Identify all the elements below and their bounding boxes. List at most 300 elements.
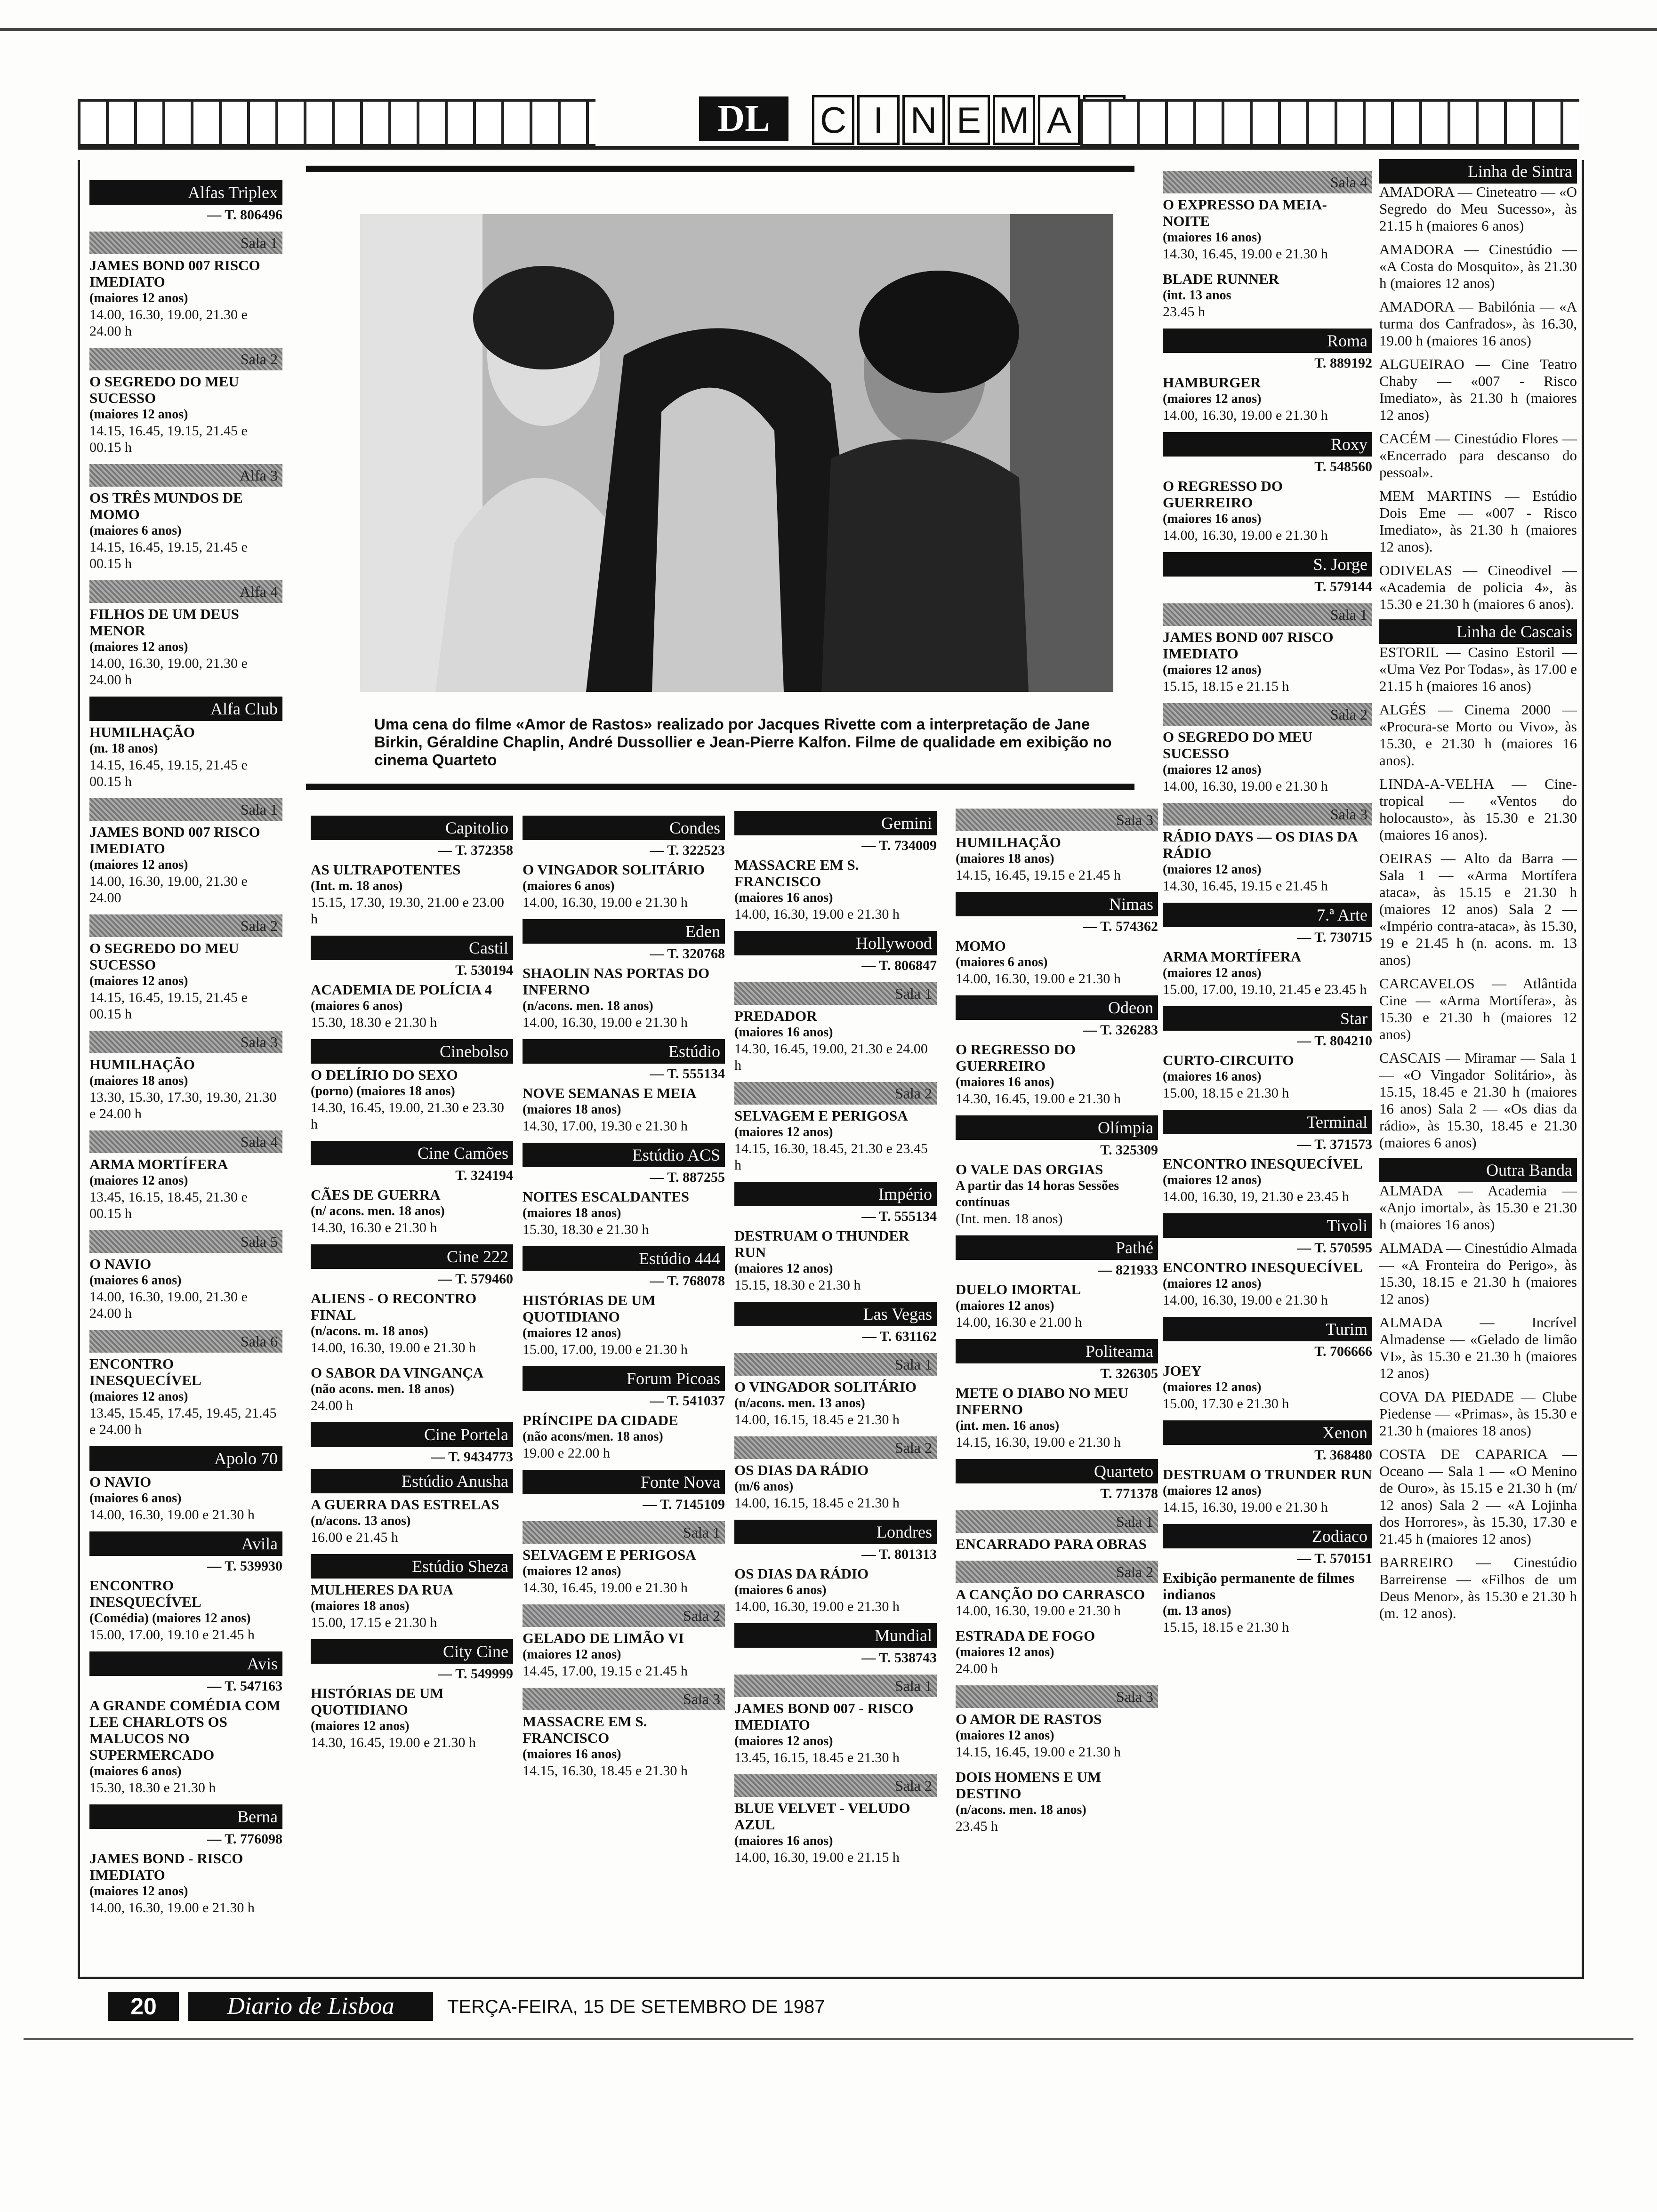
- film-title: SELVAGEM E PERIGOSA: [523, 1547, 696, 1563]
- regional-listing: ALMADA — Incrível Almadense — «Gelado de limão VI», às 15.30 e 21.30 h (maiores 12 anos): [1379, 1314, 1577, 1381]
- age-rating: (porno) (maiores 18 anos): [311, 1084, 455, 1098]
- film-title: HUMILHAÇÃO: [89, 724, 195, 740]
- phone-number: — T. 631162: [862, 1329, 937, 1344]
- screen-label: Sala 1: [89, 232, 282, 254]
- regional-listing: ALGUEIRAO — Cine Teatro Chaby — «007 - Risco Imediato», às 21.30 h (maiores 12 anos): [1379, 356, 1577, 423]
- showtimes: 15.30, 18.30 e 21.30 h: [311, 1015, 437, 1030]
- header-hatch-left: [78, 99, 595, 147]
- film-title: O VINGADOR SOLITÁRIO: [523, 861, 705, 878]
- age-rating: (maiores 18 anos): [311, 1599, 410, 1613]
- film-title: O VALE DAS ORGIAS: [956, 1161, 1103, 1178]
- screen-label: Sala 2: [734, 1774, 937, 1797]
- dl-logo: DL: [699, 96, 788, 141]
- showtimes: 14.00, 16.30, 19.00 e 21.30 h: [1163, 528, 1328, 543]
- cinema-header: Tivoli: [1163, 1213, 1372, 1238]
- phone-number: T. 771378: [1100, 1486, 1158, 1501]
- film-title: HISTÓRIAS DE UM QUOTIDIANO: [523, 1292, 656, 1325]
- cinema-header: Estúdio 444: [523, 1246, 725, 1271]
- showtimes: 16.00 e 21.45 h: [311, 1530, 398, 1545]
- film-listing: [1163, 1570, 1372, 1635]
- age-rating: (int. 13 anos: [1163, 288, 1231, 303]
- newspaper-name: Diario de Lisboa: [188, 1992, 433, 2021]
- film-listing: [1163, 271, 1372, 320]
- film-title: ENCONTRO INESQUECÍVEL: [1163, 1155, 1363, 1172]
- screen-label: Sala 2: [734, 1436, 937, 1459]
- phone-number: — T. 9434773: [431, 1449, 513, 1465]
- film-title: A CANÇÃO DO CARRASCO: [956, 1586, 1145, 1603]
- showtimes: 14.00, 16.30, 19.00, 21.30 e 24.00: [89, 874, 248, 906]
- phone-number: — T. 555134: [861, 1209, 937, 1224]
- showtimes: 14.00, 16.30, 19.00 e 21.30 h: [734, 906, 900, 922]
- showtimes: 14.00, 16.30, 19.00, 21.30 e 24.00 h: [89, 656, 248, 688]
- cinema-header: Império: [734, 1182, 937, 1206]
- showtimes: 14.00, 16.30, 19.00 e 21.30 h: [523, 895, 688, 910]
- cinema-header: Fonte Nova: [523, 1470, 725, 1494]
- showtimes: 13.45, 16.15, 18.45, 21.30 e 00.15 h: [89, 1189, 248, 1221]
- showtimes: 15.00, 17.15 e 21.30 h: [311, 1615, 437, 1630]
- age-rating: (maiores 12 anos): [89, 407, 188, 422]
- film-listing: [523, 1085, 725, 1134]
- film-listing: [1163, 629, 1372, 695]
- screen-label: Sala 2: [734, 1082, 937, 1105]
- cinema-header: Estúdio Sheza: [311, 1554, 513, 1579]
- regional-listing: ALMADA — Cinestúdio Almada — «A Fronteira do Perigo», às 15.30, 18.15 e 21.30 h (maiores 12 anos): [1379, 1240, 1577, 1307]
- showtimes: 14.30, 17.00, 19.30 e 21.30 h: [523, 1118, 688, 1134]
- cinema-header: Alfa Club: [89, 697, 282, 721]
- phone-number: T. 326305: [1100, 1366, 1158, 1381]
- age-rating: (maiores 16 anos): [1163, 1069, 1262, 1084]
- age-rating: (maiores 16 anos): [734, 890, 833, 905]
- film-title: DESTRUAM O THUNDER RUN: [734, 1227, 909, 1260]
- film-listing: [956, 1769, 1158, 1835]
- showtimes: 15.30, 18.30 e 21.30 h: [89, 1780, 216, 1795]
- film-title: O DELÍRIO DO SEXO: [311, 1066, 458, 1083]
- age-rating: (maiores 12 anos): [1163, 862, 1262, 877]
- film-title: HUMILHAÇÃO: [89, 1056, 195, 1073]
- cinema-header: Estúdio ACS: [523, 1143, 725, 1167]
- regional-listing: ALMADA — Academia — «Anjo imortal», às 15.30 e 21.30 h (maiores 16 anos): [1379, 1182, 1577, 1233]
- showtimes: 14.00, 16.30, 19.00, 21.30 e 24.00 h: [89, 307, 248, 339]
- cinema-header: Alfas Triplex: [89, 180, 282, 205]
- screen-label: Sala 3: [956, 1685, 1158, 1708]
- screen-label: Sala 4: [89, 1130, 282, 1153]
- film-listing: [956, 1385, 1158, 1451]
- showtimes: 14.15, 16.30, 18.45 e 21.30 h: [523, 1763, 688, 1779]
- cinema-header: Terminal: [1163, 1110, 1372, 1134]
- cinema-header: Cine Camões: [311, 1141, 513, 1165]
- regional-listing: BARREIRO — Cinestúdio Barreirense — «Filhos de um Deus Menor», às 15.30 e 21.30 h (m. 12 anos).: [1379, 1554, 1577, 1621]
- screen-label: Alfa 4: [89, 580, 282, 603]
- age-rating: (Comédia) (maiores 12 anos): [89, 1611, 251, 1626]
- film-listing: [89, 1558, 282, 1643]
- showtimes: 15.00, 17.00, 19.10 e 21.45 h: [89, 1627, 255, 1643]
- screen-label: Sala 3: [523, 1688, 725, 1710]
- cinema-header: Cine 222: [311, 1244, 513, 1269]
- film-title: NOVE SEMANAS E MEIA: [523, 1085, 697, 1101]
- phone-number: — T. 801313: [861, 1547, 937, 1562]
- showtimes: 15.30, 18.30 e 21.30 h: [523, 1222, 649, 1237]
- phone-number: — T. 555134: [650, 1066, 725, 1082]
- section-title-letter: N: [902, 95, 945, 145]
- film-listing: [956, 1711, 1158, 1760]
- phone-number: — T. 570151: [1297, 1551, 1372, 1566]
- age-rating: (Int. m. 18 anos): [311, 879, 403, 893]
- age-rating: (maiores 6 anos): [734, 1583, 827, 1597]
- film-listing: [1163, 374, 1372, 424]
- film-listing: [734, 1565, 937, 1615]
- film-title: FILHOS DE UM DEUS MENOR: [89, 606, 239, 639]
- film-listing: [311, 1685, 513, 1751]
- age-rating: (maiores 12 anos): [1163, 1483, 1262, 1498]
- showtimes: 14.00, 16.30, 19.00 e 21.30 h: [956, 1603, 1121, 1619]
- film-listing: [311, 1186, 513, 1236]
- film-title: HUMILHAÇÃO: [956, 834, 1061, 850]
- column-7: [1379, 155, 1577, 1628]
- screen-label: Sala 1: [523, 1521, 725, 1544]
- showtimes: (Int. men. 18 anos): [956, 1211, 1063, 1226]
- section-title-letter: I: [857, 95, 900, 145]
- showtimes: 15.00, 17.00, 19.10, 21.45 e 23.45 h: [1163, 982, 1367, 997]
- film-listing: [734, 1700, 937, 1766]
- age-rating: (maiores 12 anos): [1163, 663, 1262, 677]
- age-rating: (maiores 12 anos): [89, 974, 188, 988]
- showtimes: 19.00 e 22.00 h: [523, 1445, 610, 1461]
- film-listing: [956, 1627, 1158, 1677]
- film-title: MULHERES DA RUA: [311, 1581, 454, 1598]
- publication-date: TERÇA-FEIRA, 15 DE SETEMBRO DE 1987: [447, 1996, 825, 2017]
- film-listing: [1163, 1362, 1372, 1412]
- film-title: ENCONTRO INESQUECÍVEL: [1163, 1259, 1363, 1275]
- section-title-letter: C: [812, 95, 854, 145]
- regional-listing: LINDA-A-VELHA — Cine-tropical — «Ventos do holocausto», às 15.30 e 21.30 (maiores 16 anos).: [1379, 776, 1577, 843]
- film-listing: [89, 1850, 282, 1916]
- age-rating: (maiores 16 anos): [734, 1025, 833, 1040]
- showtimes: 14.15, 16.45, 19.15, 21.45 e 00.15 h: [89, 539, 248, 571]
- showtimes: 14.30, 16.45, 19.00 e 21.30 h: [523, 1580, 688, 1595]
- film-title: O REGRESSO DO GUERREIRO: [1163, 478, 1283, 511]
- age-rating: (maiores 16 anos): [523, 1747, 621, 1762]
- screen-label: Sala 4: [1163, 171, 1372, 193]
- film-title: PRÍNCIPE DA CIDADE: [523, 1412, 678, 1428]
- film-listing: [523, 1547, 725, 1596]
- film-listing: [734, 1008, 937, 1074]
- film-title: O EXPRESSO DA MEIA-NOITE: [1163, 196, 1327, 229]
- showtimes: 14.00, 16.30, 19.00 e 21.30 h: [311, 1340, 476, 1355]
- film-title: PREDADOR: [734, 1008, 817, 1024]
- screen-label: Sala 6: [89, 1330, 282, 1353]
- screen-label: Sala 2: [89, 914, 282, 937]
- regional-listing: ALGÉS — Cinema 2000 — «Procura-se Morto ou Vivo», às 15.30, e 21.30 h (maiores 16 anos).: [1379, 701, 1577, 769]
- screen-label: Sala 1: [89, 798, 282, 821]
- age-rating: (maiores 12 anos): [1163, 762, 1262, 777]
- phone-number: — T. 547163: [207, 1678, 282, 1694]
- cinema-header: Las Vegas: [734, 1302, 937, 1326]
- screen-label: Sala 1: [1163, 603, 1372, 626]
- showtimes: 14.15, 16.45, 19.15, 21.45 e 00.15 h: [89, 990, 248, 1022]
- film-title: HISTÓRIAS DE UM QUOTIDIANO: [311, 1685, 444, 1718]
- cinema-header: Quarteto: [956, 1459, 1158, 1483]
- section-header-bar: [78, 89, 1579, 150]
- cinema-header: Zodiaco: [1163, 1524, 1372, 1548]
- film-listing: [523, 965, 725, 1031]
- phone-number: — T. 539930: [207, 1558, 282, 1574]
- film-listing: [89, 1355, 282, 1438]
- phone-number: T. 889192: [1314, 355, 1372, 371]
- showtimes: 15.15, 18.15 e 21.30 h: [1163, 1619, 1289, 1635]
- screen-label: Sala 3: [1163, 803, 1372, 825]
- age-rating: (maiores 12 anos): [1163, 966, 1262, 980]
- phone-number: T. 530194: [455, 962, 513, 978]
- film-listing: [1163, 196, 1372, 262]
- showtimes: 14.30, 16.45, 19.00 e 21.30 h: [311, 1735, 476, 1750]
- phone-number: — T. 579460: [438, 1271, 513, 1287]
- section-title-letter: M: [993, 95, 1035, 145]
- phone-number: — T. 322523: [650, 842, 725, 858]
- film-listing: [311, 981, 513, 1031]
- showtimes: 15.15, 17.30, 19.30, 21.00 e 23.00 h: [311, 895, 504, 927]
- age-rating: (maiores 12 anos): [734, 1734, 833, 1748]
- film-title: Exibição permanente de filmes indianos: [1163, 1570, 1355, 1603]
- film-listing: [1163, 1052, 1372, 1101]
- film-listing: [734, 1107, 937, 1173]
- age-rating: (maiores 12 anos): [956, 1728, 1054, 1743]
- film-title: O SABOR DA VINGANÇA: [311, 1364, 484, 1381]
- showtimes: 13.45, 16.15, 18.45 e 21.30 h: [734, 1750, 900, 1765]
- regional-listing: COSTA DE CAPARICA — Oceano — Sala 1 — «O Menino de Ouro», às 15.15 e 21.30 h (m/ 12 anos) Sala 2 — «A Lojinha dos Horrores», às 15.30, 17.30 e 21.45 h (maiores 12 anos): [1379, 1446, 1577, 1547]
- film-title: SHAOLIN NAS PORTAS DO INFERNO: [523, 965, 710, 998]
- section-title-letter: A: [1038, 95, 1080, 145]
- age-rating: (não acons. men. 18 anos): [311, 1382, 454, 1396]
- film-title: CURTO-CIRCUITO: [1163, 1052, 1294, 1068]
- photo-bottom-rule: [306, 784, 1134, 790]
- age-rating: (maiores 12 anos): [523, 1564, 621, 1579]
- age-rating: (int. men. 16 anos): [956, 1419, 1060, 1433]
- cinema-header: Roma: [1163, 329, 1372, 353]
- film-listing: [956, 1536, 1158, 1552]
- showtimes: 14.00, 16.15, 18.45 e 21.30 h: [734, 1495, 900, 1511]
- film-listing: [1163, 1466, 1372, 1515]
- showtimes: 14.00, 16.30, 19.00 e 21.30 h: [1163, 778, 1328, 794]
- film-title: DESTRUAM O TRUNDER RUN: [1163, 1466, 1372, 1483]
- showtimes: 15.00, 18.15 e 21.30 h: [1163, 1085, 1289, 1101]
- cinema-header: Condes: [523, 816, 725, 840]
- screen-label: Sala 2: [1163, 703, 1372, 726]
- showtimes: 14.00, 16.30, 19.00 e 21.30 h: [89, 1507, 255, 1523]
- film-listing: [1163, 1155, 1372, 1205]
- cinema-header: Eden: [523, 919, 725, 944]
- column-3: [523, 812, 725, 1787]
- screen-label: Sala 3: [89, 1031, 282, 1053]
- film-title: JAMES BOND 007 RISCO IMEDIATO: [89, 257, 260, 290]
- showtimes: 14.30, 16.30 e 21.30 h: [311, 1220, 437, 1235]
- showtimes: 14.45, 17.00, 19.15 e 21.45 h: [523, 1663, 688, 1679]
- age-rating: (maiores 12 anos): [956, 1645, 1054, 1659]
- film-title: JAMES BOND - RISCO IMEDIATO: [89, 1850, 243, 1883]
- film-title: METE O DIABO NO MEU INFERNO: [956, 1385, 1128, 1418]
- cinema-header: Pathé: [956, 1235, 1158, 1260]
- age-rating: (maiores 12 anos): [89, 291, 188, 305]
- screen-label: Alfa 3: [89, 464, 282, 487]
- showtimes: 14.15, 16.30, 19.00 e 21.30 h: [1163, 1499, 1328, 1515]
- age-rating: (não acons/men. 18 anos): [523, 1429, 663, 1444]
- film-listing: [956, 1586, 1158, 1619]
- cinema-header: Capitolio: [311, 816, 513, 840]
- film-listing: [89, 724, 282, 790]
- film-still-photo: [360, 214, 1113, 692]
- film-title: O AMOR DE RASTOS: [956, 1711, 1102, 1727]
- screen-label: Sala 2: [523, 1604, 725, 1627]
- top-rule: [0, 28, 1657, 31]
- film-title: OS DIAS DA RÁDIO: [734, 1565, 869, 1582]
- regional-listing: ESTORIL — Casino Estoril — «Uma Vez Por Todas», às 17.00 e 21.15 h (maiores 16 anos): [1379, 644, 1577, 694]
- film-listing: [523, 1412, 725, 1461]
- film-title: ENCARRADO PARA OBRAS: [956, 1536, 1147, 1552]
- film-listing: [311, 1066, 513, 1132]
- film-listing: [89, 373, 282, 456]
- header-hatch-right: [1080, 99, 1579, 147]
- section-title-letter: E: [948, 95, 990, 145]
- age-rating: (maiores 12 anos): [734, 1261, 833, 1276]
- cinema-header: Cinebolso: [311, 1039, 513, 1064]
- film-title: BLUE VELVET - VELUDO AZUL: [734, 1800, 910, 1833]
- film-title: O SEGREDO DO MEU SUCESSO: [89, 373, 239, 406]
- age-rating: (maiores 6 anos): [89, 523, 182, 538]
- showtimes: 14.30, 16.45, 19.00 e 21.30 h: [956, 1091, 1121, 1106]
- film-title: SELVAGEM E PERIGOSA: [734, 1107, 908, 1124]
- showtimes: 13.30, 15.30, 17.30, 19.30, 21.30 e 24.00 h: [89, 1090, 277, 1122]
- phone-number: T. 579144: [1314, 579, 1372, 594]
- age-rating: (maiores 18 anos): [956, 851, 1054, 866]
- film-title: O NAVIO: [89, 1256, 152, 1272]
- photo-caption: Uma cena do filme «Amor de Rastos» realizado por Jacques Rivette com a interpretação de Jane Birkin, Géraldine Chaplin, André Dussollier e Jean-Pierre Kalfon. Filme de qualidade em exibição no cinema Quarteto: [374, 715, 1112, 769]
- phone-number: — T. 730715: [1297, 930, 1372, 945]
- film-listing: [734, 1462, 937, 1511]
- age-rating: (n/acons. m. 18 anos): [311, 1324, 428, 1338]
- regional-listing: CACÉM — Cinestúdio Flores — «Encerrado para descanso do pessoal».: [1379, 430, 1577, 481]
- regional-listing: AMADORA — Cineteatro — «O Segredo do Meu Sucesso», às 21.15 h (maiores 6 anos): [1379, 184, 1577, 234]
- age-rating: (maiores 12 anos): [523, 1326, 621, 1340]
- phone-number: — T. 574362: [1083, 919, 1158, 934]
- cinema-header: 7.ª Arte: [1163, 903, 1372, 927]
- cinema-header: Outra Banda: [1379, 1158, 1577, 1182]
- film-still-image: [360, 214, 1113, 692]
- showtimes: 14.00, 16.30 e 21.00 h: [956, 1314, 1082, 1330]
- cinema-header: Politeama: [956, 1339, 1158, 1363]
- film-title: ARMA MORTÍFERA: [1163, 948, 1302, 965]
- column-2: [311, 812, 513, 1759]
- regional-listing: AMADORA — Cinestúdio — «A Costa do Mosquito», às 21.30 h (maiores 12 anos): [1379, 241, 1577, 291]
- showtimes: 14.30, 16.45, 19.00, 21.30 e 23.30 h: [311, 1100, 504, 1132]
- showtimes: 15.00, 17.30 e 21.30 h: [1163, 1396, 1289, 1411]
- film-title: OS TRÊS MUNDOS DE MOMO: [89, 489, 243, 522]
- film-listing: [734, 1227, 937, 1293]
- cinema-header: Star: [1163, 1006, 1372, 1031]
- cinema-header: Forum Picoas: [523, 1366, 725, 1391]
- showtimes: 14.00, 16.30, 19.00 e 21.30 h: [523, 1015, 688, 1030]
- age-rating: (maiores 16 anos): [1163, 512, 1262, 526]
- age-rating: (m/6 anos): [734, 1479, 794, 1494]
- cinema-header: Xenon: [1163, 1420, 1372, 1445]
- film-listing: [89, 1697, 282, 1796]
- film-title: CÃES DE GUERRA: [311, 1186, 441, 1203]
- age-rating: (maiores 18 anos): [523, 1206, 621, 1220]
- film-title: ENCONTRO INESQUECÍVEL: [89, 1577, 201, 1610]
- film-listing: [311, 861, 513, 927]
- film-title: DOIS HOMENS E UM DESTINO: [956, 1769, 1102, 1802]
- film-listing: [89, 489, 282, 572]
- film-title: MOMO: [956, 938, 1006, 954]
- film-listing: [734, 1800, 937, 1866]
- phone-number: — T. 371573: [1297, 1137, 1372, 1152]
- film-title: MASSACRE EM S. FRANCISCO: [523, 1713, 647, 1746]
- photo-top-rule: [306, 166, 1134, 172]
- screen-label: Sala 5: [89, 1230, 282, 1253]
- film-listing: [956, 1281, 1158, 1330]
- screen-label: Sala 1: [734, 1353, 937, 1376]
- film-title: A GUERRA DAS ESTRELAS: [311, 1496, 499, 1513]
- showtimes: 15.15, 18.30 e 21.30 h: [734, 1277, 861, 1293]
- cinema-header: Castil: [311, 936, 513, 960]
- film-listing: [311, 1581, 513, 1631]
- phone-number: — T. 804210: [1297, 1033, 1372, 1049]
- film-listing: [311, 1290, 513, 1356]
- showtimes: 24.00 h: [956, 1661, 998, 1676]
- film-listing: [523, 1713, 725, 1779]
- film-title: JOEY: [1163, 1362, 1202, 1379]
- age-rating: (maiores 12 anos): [956, 1298, 1054, 1313]
- showtimes: 24.00 h: [311, 1398, 353, 1413]
- phone-number: T. 706666: [1314, 1344, 1372, 1359]
- bottom-rule: [24, 2038, 1633, 2040]
- age-rating: (maiores 12 anos): [89, 1884, 188, 1899]
- age-rating: (maiores 12 anos): [1163, 1173, 1262, 1187]
- age-rating: (maiores 12 anos): [311, 1719, 410, 1733]
- film-title: ENCONTRO INESQUECÍVEL: [89, 1355, 201, 1388]
- column-4: [734, 807, 937, 1874]
- cinema-header: Turim: [1163, 1317, 1372, 1341]
- age-rating: (maiores 6 anos): [89, 1273, 182, 1288]
- showtimes: 14.00, 16.15, 18.45 e 21.30 h: [734, 1412, 900, 1427]
- film-listing: [523, 1630, 725, 1679]
- cinema-header: Londres: [734, 1520, 937, 1544]
- film-listing: [1163, 948, 1372, 998]
- film-title: BLADE RUNNER: [1163, 271, 1279, 287]
- cinema-header: Avila: [89, 1531, 282, 1556]
- phone-number: — 821933: [1098, 1262, 1158, 1278]
- film-listing: [311, 1496, 513, 1546]
- screen-label: Sala 2: [89, 348, 282, 370]
- cinema-header: S. Jorge: [1163, 552, 1372, 577]
- phone-number: — T. 320768: [650, 946, 725, 962]
- age-rating: (maiores 12 anos): [89, 640, 188, 654]
- screen-label: Sala 2: [956, 1561, 1158, 1583]
- cinema-header: Roxy: [1163, 432, 1372, 457]
- age-rating: (maiores 6 anos): [311, 999, 403, 1013]
- film-listing: [734, 857, 937, 922]
- showtimes: 14.30, 16.45, 19.00, 21.30 e 24.00 h: [734, 1041, 928, 1073]
- film-listing: [89, 940, 282, 1022]
- film-title: JAMES BOND 007 RISCO IMEDIATO: [1163, 629, 1334, 662]
- age-rating: (maiores 12 anos): [89, 1173, 188, 1188]
- showtimes: 14.15, 16.45, 19.15, 21.45 e 00.15 h: [89, 757, 248, 789]
- film-title: DUELO IMORTAL: [956, 1281, 1081, 1298]
- age-rating: (maiores 16 anos): [734, 1834, 833, 1848]
- phone-number: — T. 570595: [1297, 1240, 1372, 1256]
- cinema-header: Avis: [89, 1651, 282, 1676]
- showtimes: 14.15, 16.30, 18.45, 21.30 e 23.45 h: [734, 1141, 928, 1173]
- showtimes: 14.00, 16.30, 19.00 e 21.15 h: [734, 1850, 900, 1865]
- age-rating: (maiores 6 anos): [956, 955, 1048, 970]
